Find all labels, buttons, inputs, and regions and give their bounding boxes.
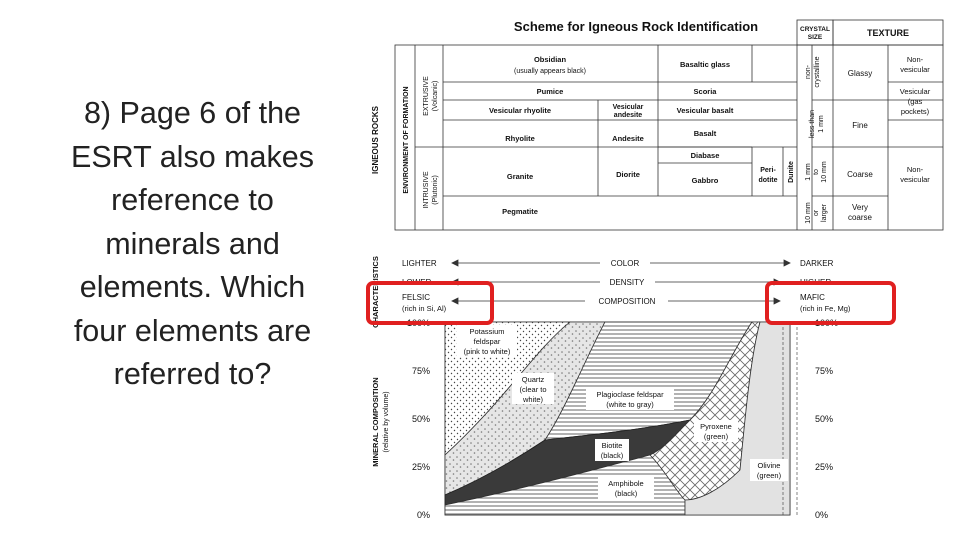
question-line: elements. Which	[79, 270, 306, 304]
rock-vesicular-andesite: Vesicular	[612, 104, 644, 111]
label-potassium-feldspar: feldspar	[473, 337, 501, 346]
igneous-rocks-label: IGNEOUS ROCKS	[371, 105, 380, 175]
texture-nonvesicular-bottom: Non-	[906, 165, 924, 174]
label-potassium-feldspar: (pink to white)	[463, 347, 511, 356]
label-pyroxene: (green)	[703, 432, 729, 441]
question-line: reference to	[111, 183, 274, 217]
rock-andesite: Andesite	[612, 134, 644, 143]
label-plagioclase: Plagioclase feldspar	[596, 390, 664, 399]
label-quartz: Quartz	[521, 375, 545, 384]
rock-peridotite: dotite	[758, 177, 778, 184]
rock-pumice: Pumice	[536, 87, 564, 96]
texture-vesicular: Vesicular	[899, 87, 931, 96]
intrusive-note: (Plutonic)	[432, 175, 439, 205]
rock-diabase: Diabase	[690, 151, 720, 160]
size-10mm-or-larger: larger	[821, 204, 828, 222]
char-higher: HIGHER	[800, 278, 832, 287]
char-composition: COMPOSITION	[598, 297, 656, 306]
rock-obsidian-note: (usually appears black)	[514, 68, 586, 75]
char-felsic: FELSIC	[402, 293, 431, 302]
rock-pegmatite: Pegmatite	[502, 207, 538, 216]
question-line: four elements are	[73, 313, 312, 348]
label-amphibole: Amphibole	[608, 479, 644, 488]
highlight-felsic-box	[368, 283, 492, 323]
texture-nonvesicular: Non-	[906, 55, 924, 64]
label-amphibole: (black)	[614, 489, 638, 498]
mineral-composition-label: MINERAL COMPOSITION	[371, 377, 380, 467]
label-potassium-feldspar: Potassium	[469, 327, 505, 336]
char-lower: LOWER	[402, 278, 432, 287]
size-1-to-10mm: 10 mm	[821, 161, 828, 183]
characteristics-label: CHARACTERISTICS	[371, 256, 380, 328]
question-line: minerals and	[105, 226, 280, 261]
char-mafic: MAFIC	[800, 293, 825, 302]
question-line: 8) Page 6 of the	[83, 96, 302, 130]
rock-scoria: Scoria	[693, 87, 717, 96]
label-olivine: (green)	[756, 471, 782, 480]
texture-nonvesicular-bottom: vesicular	[900, 175, 930, 184]
size-less-than-1mm: 1 mm	[818, 115, 825, 133]
rock-rhyolite: Rhyolite	[505, 134, 535, 143]
tick-left-0: 0%	[416, 510, 430, 520]
label-olivine: Olivine	[757, 461, 781, 470]
size-10mm-or-larger: or	[813, 209, 820, 217]
char-mafic-note: (rich in Fe, Mg)	[800, 304, 851, 313]
rock-vesicular-rhyolite: Vesicular rhyolite	[488, 106, 552, 115]
rock-granite: Granite	[506, 172, 534, 181]
texture-nonvesicular: vesicular	[900, 65, 930, 74]
label-quartz: (clear to	[519, 385, 547, 394]
scheme-title: Scheme for Igneous Rock Identification	[513, 19, 759, 34]
rock-peridotite: Peri-	[760, 167, 776, 174]
crystal-size-header: CRYSTAL	[800, 26, 830, 33]
tick-right-50: 50%	[815, 414, 834, 424]
question-line: ESRT also makes	[71, 139, 314, 174]
char-lighter: LIGHTER	[402, 259, 437, 268]
rock-dunite: Dunite	[788, 161, 795, 183]
rock-basalt: Basalt	[693, 129, 717, 138]
rock-obsidian: Obsidian	[533, 55, 567, 64]
char-density: DENSITY	[609, 278, 645, 287]
environment-label: ENVIRONMENT OF FORMATION	[403, 86, 410, 194]
tick-right-0: 0%	[815, 510, 829, 520]
tick-right-25: 25%	[815, 462, 834, 472]
question-line: referred to?	[113, 357, 272, 391]
char-color: COLOR	[610, 259, 640, 268]
size-noncrystalline: crystalline	[814, 56, 821, 88]
tick-left-100: 100%	[406, 318, 430, 328]
size-1-to-10mm: to	[813, 169, 820, 175]
rock-vesicular-basalt: Vesicular basalt	[676, 106, 734, 115]
rock-vesicular-andesite: andesite	[613, 112, 643, 119]
texture-glassy: Glassy	[847, 69, 873, 78]
texture-vesicular: pockets)	[900, 107, 930, 116]
size-noncrystalline: non-	[805, 64, 812, 80]
label-biotite: (black)	[600, 451, 624, 460]
rock-gabbro: Gabbro	[691, 176, 719, 185]
texture-fine: Fine	[852, 121, 868, 130]
size-1-to-10mm: 1 mm	[805, 163, 812, 181]
extrusive-label: EXTRUSIVE	[423, 76, 430, 116]
texture-very-coarse: coarse	[847, 213, 873, 222]
tick-right-75: 75%	[815, 366, 834, 376]
tick-right-100: 100%	[815, 318, 839, 328]
rock-diorite: Diorite	[616, 170, 640, 179]
texture-very-coarse: Very	[851, 203, 869, 212]
label-biotite: Biotite	[601, 441, 623, 450]
tick-left-75: 75%	[411, 366, 430, 376]
crystal-size-header: SIZE	[807, 34, 823, 41]
highlight-mafic-box	[767, 283, 894, 323]
intrusive-label: INTRUSIVE	[423, 171, 430, 209]
size-10mm-or-larger: 10 mm	[805, 202, 812, 224]
char-darker: DARKER	[800, 259, 834, 268]
rock-basaltic-glass: Basaltic glass	[679, 60, 731, 69]
texture-coarse: Coarse	[847, 170, 873, 179]
size-less-than-1mm: less than	[809, 109, 816, 139]
char-felsic-note: (rich in Si, Al)	[402, 304, 447, 313]
relative-by-volume-label: (relative by volume)	[383, 391, 390, 453]
label-plagioclase: (white to gray)	[606, 400, 654, 409]
label-pyroxene: Pyroxene	[700, 422, 732, 431]
label-quartz: white)	[522, 395, 544, 404]
tick-left-25: 25%	[411, 462, 430, 472]
tick-left-50: 50%	[411, 414, 430, 424]
texture-header: TEXTURE	[866, 28, 910, 38]
texture-vesicular: (gas	[907, 97, 923, 106]
extrusive-note: (Volcanic)	[432, 80, 439, 112]
